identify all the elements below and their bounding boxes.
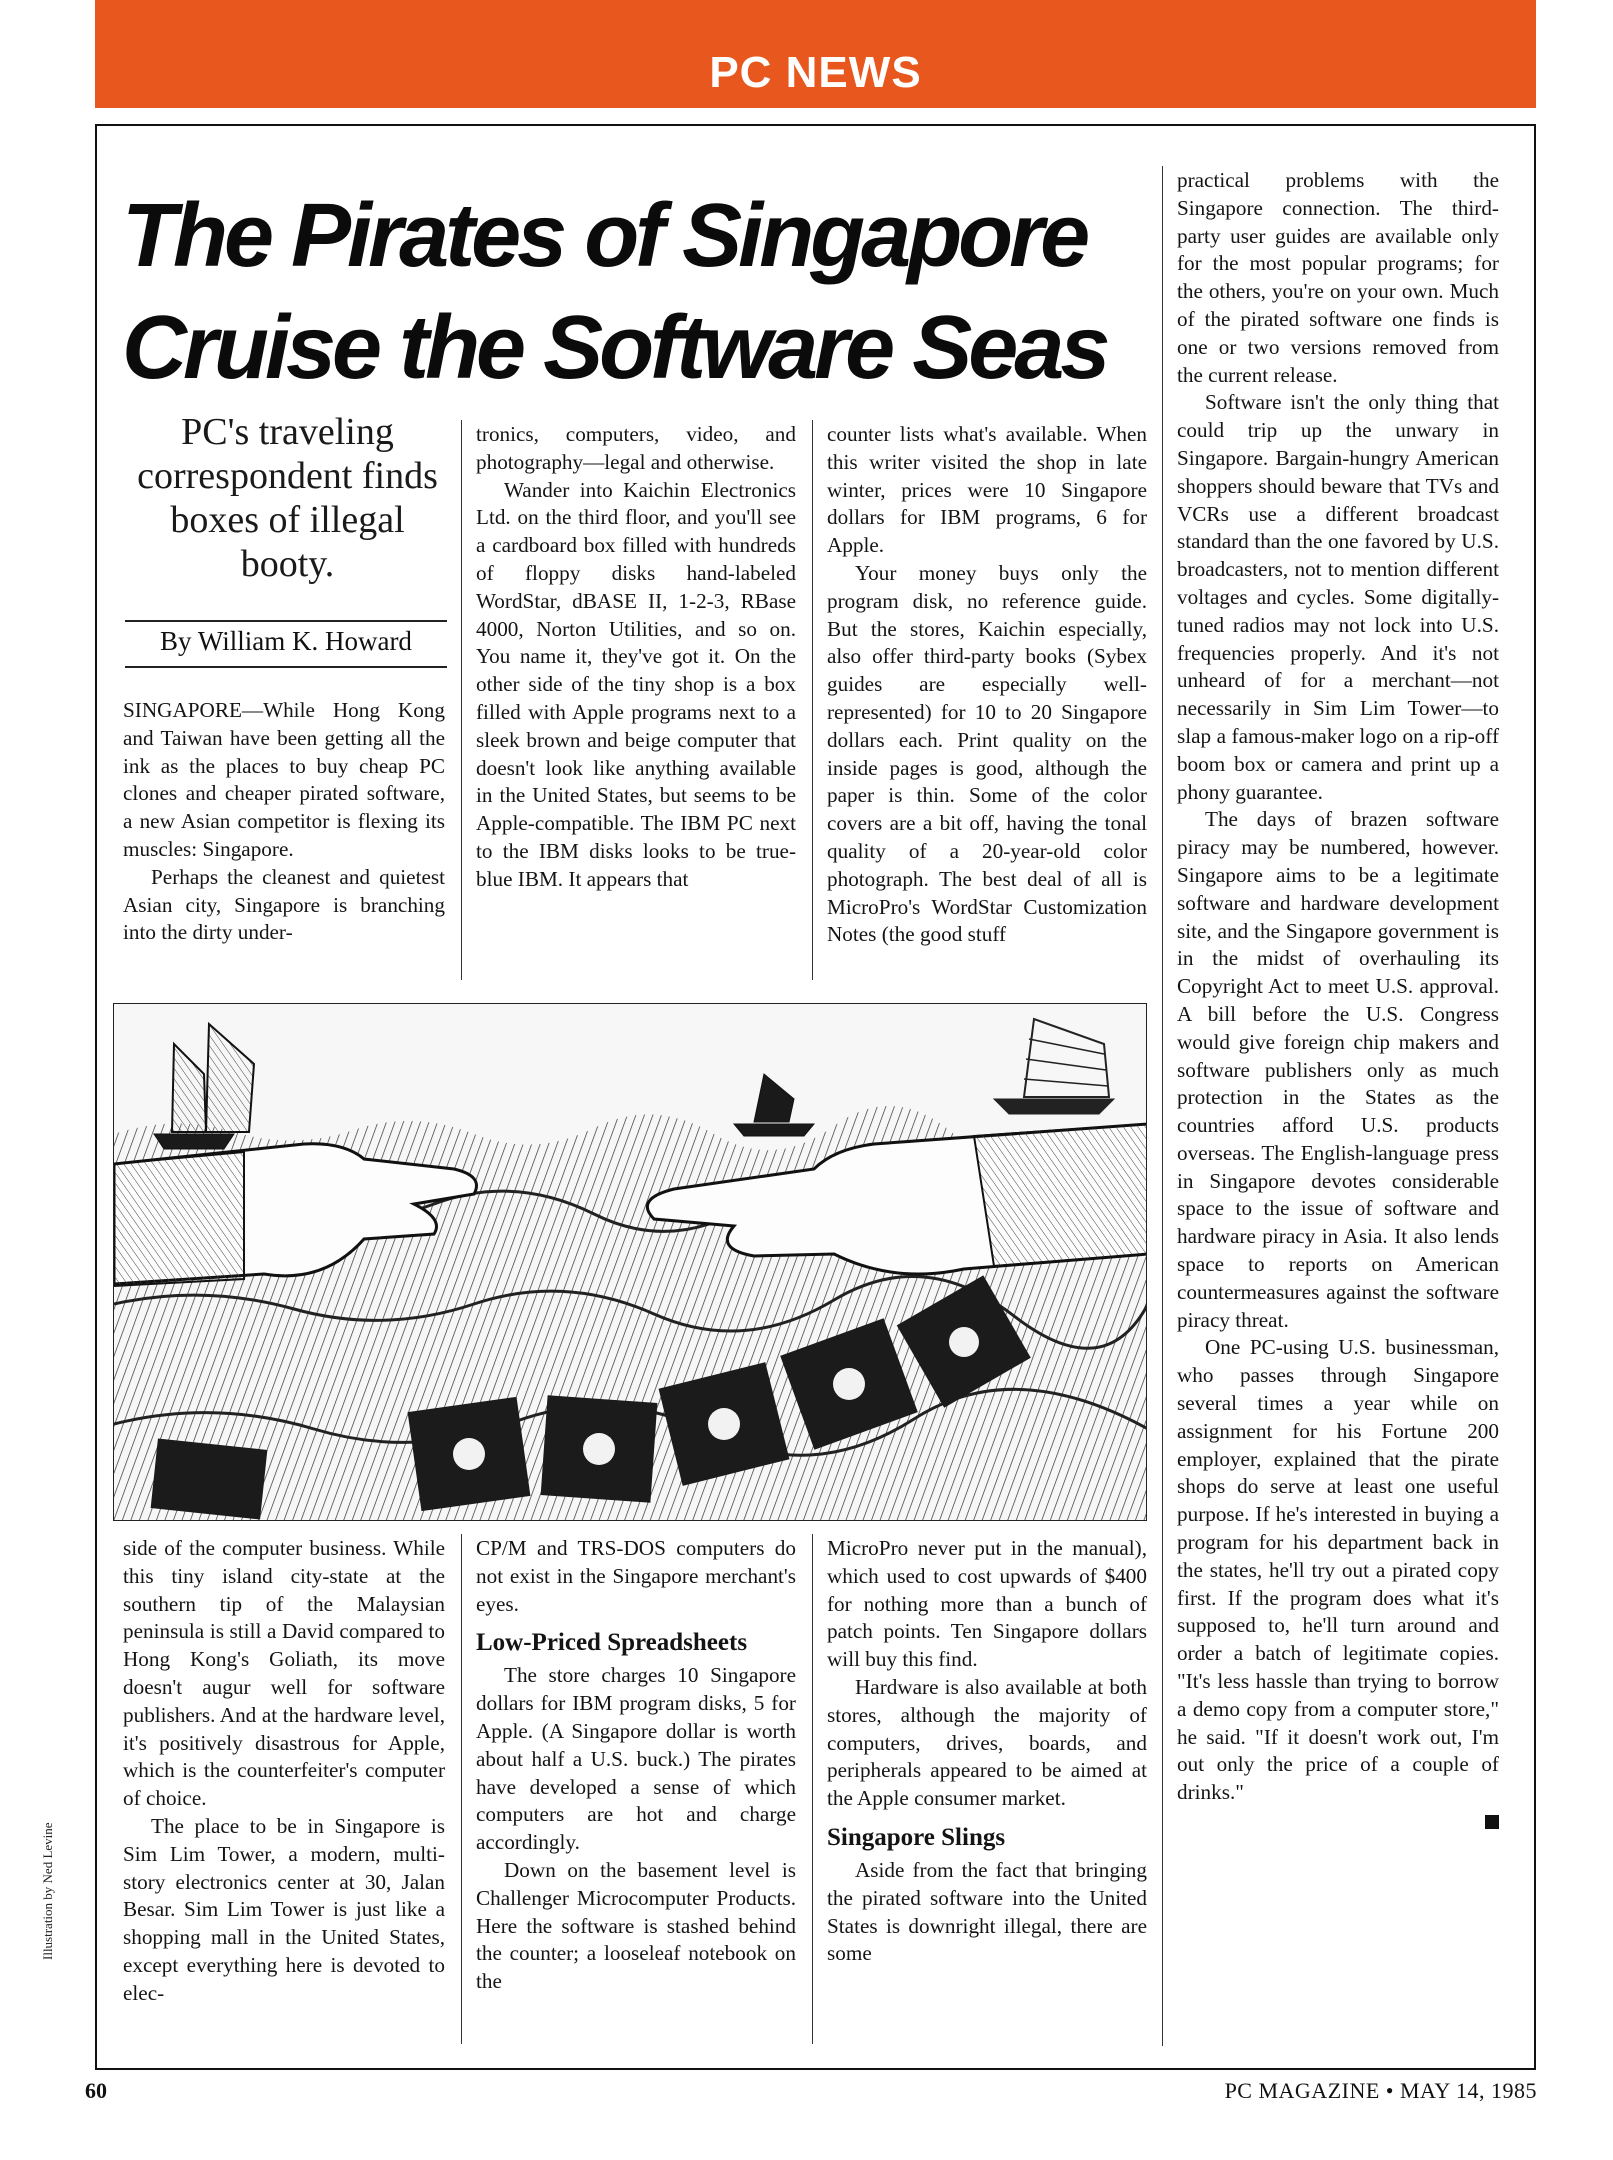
deck: PC's traveling correspondent finds boxes of illegal booty. xyxy=(137,411,438,585)
paragraph: practical problems with the Singapore connection. The third-party user guides are available only for the most popular programs; for the others, you're on your own. Much of the pirated software one finds is one or two versions removed from the current release. xyxy=(1177,168,1499,387)
column-1-top xyxy=(123,697,445,947)
paragraph: Perhaps the cleanest and quietest Asian city, Singapore is branching into the dirty under- xyxy=(123,864,445,945)
column-rule xyxy=(461,420,462,980)
column-1-bottom xyxy=(123,1535,445,2008)
column-rule xyxy=(812,420,813,980)
illustration-art xyxy=(114,1004,1147,1521)
paragraph: Hardware is also available at both stores, although the majority of computers, drives, boards, and peripherals appeared to be aimed at the Apple consumer market. xyxy=(827,1674,1147,1811)
paragraph: MicroPro never put in the manual), which used to cost upwards of $400 for nothing more than a bunch of patch points. Ten Singapore dollars will buy this find. xyxy=(827,1536,1147,1672)
column-3-bottom xyxy=(827,1535,1147,1968)
paragraph: side of the computer business. While this tiny island city-state at the southern tip of the Malaysian peninsula is still a David compared to Hong Kong's Goliath, its move doesn't augur well for software publishers. And at the hardware level, it's positively disastrous for Apple, which is the counterfeiter's computer of choice. xyxy=(123,1536,445,1811)
byline: By William K. Howard xyxy=(160,626,412,656)
paragraph: Software isn't the only thing that could trip up the unwary in Singapore. Bargain-hungry American shoppers should beware that TVs and VCRs use a different broadcast standard than the one favored by U.S. broadcasters, not to mention different voltages and cycles. Some digitally-tuned radios may not lock into U.S. frequencies properly. And it's not unheard of for a merchant—not necessarily in Sim Lim Tower—to slap a famous-maker logo on a rip-off boom box or camera and print up a phony guarantee. xyxy=(1177,390,1499,804)
end-mark xyxy=(1485,1815,1499,1829)
paragraph: Aside from the fact that bringing the pirated software into the United States is downright illegal, there are some xyxy=(827,1857,1147,1966)
page-number: 60 xyxy=(85,2078,107,2103)
paragraph: tronics, computers, video, and photography—legal and otherwise. xyxy=(476,422,796,474)
floppy-disk-icon xyxy=(541,1395,658,1502)
column-rule xyxy=(812,1534,813,2044)
paragraph: One PC-using U.S. businessman, who passes through Singapore several times a year while on assignment for his Fortune 200 employer, explained that the pirate shops do serve at least one useful purpose. If he's interested in buying a program for his department back in the states, he'll try out a pirated copy first. If the program does what it's supposed to, he'll turn around and order a batch of legitimate copies. "It's less hassle than trying to borrow a demo copy from a computer store," he said. "If it doesn't work out, I'm out only the price of a couple of drinks." xyxy=(1177,1335,1499,1805)
paragraph: SINGAPORE—While Hong Kong and Taiwan have been getting all the ink as the places to buy cheap PC clones and cheaper pirated software, a new Asian competitor is flexing its muscles: Singapore. xyxy=(123,698,445,861)
illustration-credit: Illustration by Ned Levine xyxy=(40,1822,55,1960)
column-2-top xyxy=(476,421,796,894)
floppy-disk-icon xyxy=(151,1438,268,1519)
section-title: PC NEWS xyxy=(709,48,922,97)
illustration xyxy=(113,1003,1147,1521)
byline-rule-top xyxy=(125,620,447,622)
paragraph: The store charges 10 Singapore dollars for IBM program disks, 5 for Apple. (A Singapore dollar is worth about half a U.S. buck.) The pirates have developed a sense of which computers are hot and charge accordingly. xyxy=(476,1663,796,1855)
paragraph: The days of brazen software piracy may be numbered, however. Singapore aims to be a legitimate software and hardware development site, and the Singapore government is in the midst of overhauling its Copyright Act to meet U.S. approval. A bill before the U.S. Congress would give foreign chip makers and software publishers only as much protection in the States as the countries afford U.S. products overseas. The English-language press in Singapore devotes considerable space to the issue of software and hardware piracy in Asia. It also lends space to reports on American countermeasures against the software piracy threat. xyxy=(1177,807,1499,1332)
paragraph: The place to be in Singapore is Sim Lim Tower, a modern, multi-story electronics center at 30, Jalan Besar. Sim Lim Tower is just like a shopping mall in the United States, except everything here is devoted to elec- xyxy=(123,1813,445,2005)
paragraph: counter lists what's available. When this writer visited the shop in late winter, prices were 10 Singapore dollars for IBM programs, 6 for Apple. xyxy=(827,422,1147,558)
headline xyxy=(122,180,1122,404)
headline-line-2: Cruise the Software Seas xyxy=(122,298,1107,398)
headline-line-1: The Pirates of Singapore xyxy=(122,186,1087,286)
floppy-disk-icon xyxy=(408,1397,531,1511)
publication-line: PC MAGAZINE • MAY 14, 1985 xyxy=(1224,2078,1537,2103)
subhead-low-priced-spreadsheets: Low-Priced Spreadsheets xyxy=(476,1629,748,1657)
column-4 xyxy=(1177,167,1499,1829)
byline-rule-bottom xyxy=(125,666,447,668)
column-2-bottom xyxy=(476,1535,796,1996)
column-rule xyxy=(1162,166,1163,2046)
column-3-top xyxy=(827,421,1147,949)
paragraph: Wander into Kaichin Electronics Ltd. on the third floor, and you'll see a cardboard box filled with hundreds of floppy disks hand-labeled WordStar, dBASE II, 1-2-3, RBase 4000, Norton Utilities, and so on. You name it, they've got it. On the other side of the tiny shop is a box filled with Apple programs next to a sleek brown and beige computer that doesn't look like anything available in the United States, but seems to be Apple-compatible. The IBM PC next to the IBM disks looks to be true-blue IBM. It appears that xyxy=(476,477,796,891)
paragraph: Down on the basement level is Challenger Microcomputer Products. Here the software is stashed behind the counter; a looseleaf notebook on the xyxy=(476,1857,796,1994)
column-rule xyxy=(461,1534,462,2044)
paragraph: Your money buys only the program disk, no reference guide. But the stores, Kaichin especially, also offer third-party books (Sybex guides are especially well-represented) for 10 to 20 Singapore dollars each. Print quality on the inside pages is good, although the paper is thin. Some of the color covers are a bit off, having the tonal quality of a 20-year-old color photograph. The best deal of all is MicroPro's WordStar Customization Notes (the good stuff xyxy=(827,560,1147,947)
paragraph: CP/M and TRS-DOS computers do not exist in the Singapore merchant's eyes. xyxy=(476,1536,796,1616)
section-banner xyxy=(95,0,1536,108)
subhead-singapore-slings: Singapore Slings xyxy=(827,1823,1006,1851)
